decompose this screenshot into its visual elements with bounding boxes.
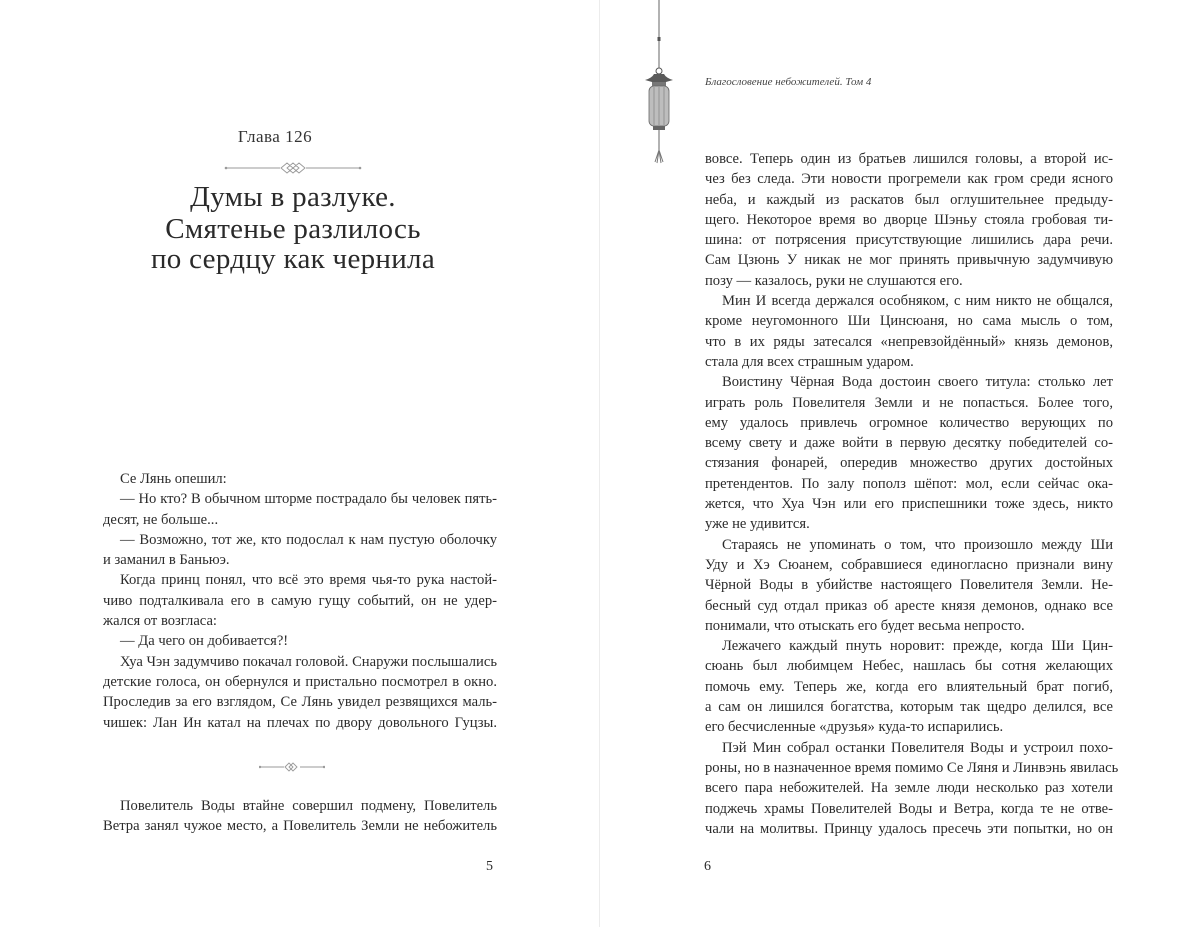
text-line: неба, и каждый из раскатов был оглушительнее предыду- — [705, 191, 1113, 208]
chapter-title-line: по сердцу как чернила — [150, 243, 435, 275]
paragraph — [103, 469, 497, 489]
text-line: Се Лянь опешил: — [120, 471, 227, 487]
chapter-title-line: Смятенье разлилось — [165, 213, 421, 245]
running-head: Благословение небожителей. Том 4 — [705, 76, 872, 88]
text-section-1 — [103, 469, 497, 733]
text-line: чиво подталкивала его в самую гущу событий, он не удер- — [103, 592, 497, 609]
text-line: детские голоса, он обернулся и пристально посмотрел в окно. — [103, 673, 497, 690]
page-number: 6 — [704, 859, 711, 874]
section-break-ornament-icon — [259, 762, 325, 772]
text-line: что в их ряды затесался «непревзойдённый» князь демонов, — [705, 333, 1113, 350]
text-line: стала для всех страшным ударом. — [705, 353, 914, 370]
text-line: — Да чего он добивается?! — [120, 633, 289, 650]
diamond-divider-ornament-icon — [224, 162, 362, 174]
hanging-lantern-icon — [642, 0, 676, 170]
paragraph — [103, 570, 497, 631]
text-line: помочь ему. Теперь же, когда его влиятельный брат погиб, — [705, 678, 1113, 695]
text-line: чишек: Лан Ин катал на плечах по двору довольного Гуцзы. — [103, 714, 497, 731]
text-line: а сам он лишился богатства, которым так щедро делился, все — [705, 699, 1113, 716]
text-line: понимали, что отыскать его будет весьма непросто. — [705, 617, 1025, 634]
text-line: жался от возгласа: — [103, 613, 217, 630]
page-number: 5 — [486, 859, 493, 874]
paragraph — [705, 535, 1113, 636]
paragraph — [103, 530, 497, 571]
paragraph — [705, 291, 1113, 372]
text-line: вовсе. Теперь один из братьев лишился головы, а второй ис- — [705, 151, 1113, 167]
paragraph — [103, 631, 497, 651]
text-line: Стараясь не упоминать о том, что произошло между Ши — [722, 536, 1113, 553]
text-line: Повелитель Воды втайне совершил подмену, Повелитель — [120, 798, 497, 814]
text-line: Уду и Хэ Сюанем, собравшиеся единогласно признали вину — [705, 556, 1113, 573]
text-line: Чёрной Воды в убийстве настоящего Повелителя Земли. Не- — [705, 577, 1113, 594]
text-line: стязания фонарей, опередив множество других достойных — [705, 455, 1113, 472]
text-line: сюань был любимцем Небес, нашлась бы сотня желающих — [705, 658, 1113, 675]
text-line: всему свету и даже войти в первую десятку победителей со- — [705, 435, 1113, 452]
paragraph — [705, 738, 1119, 839]
paragraph — [705, 372, 1113, 534]
text-line: поджечь храмы Повелителей Воды и Ветра, когда те не отве- — [705, 800, 1113, 817]
text-line: Пэй Мин собрал останки Повелителя Воды и устроил похо- — [722, 739, 1113, 756]
chapter-number: Глава 126 — [237, 127, 313, 146]
text-section-2 — [103, 796, 497, 837]
text-line: Проследив за его взглядом, Се Лянь увидел резвящихся маль- — [103, 694, 497, 711]
paragraph — [705, 636, 1113, 737]
paragraph — [103, 652, 497, 733]
paragraph — [705, 149, 1113, 291]
text-line: бесный суд отдал приказ об аресте князя демонов, однако все — [705, 597, 1113, 614]
text-line: Воистину Чёрная Вода достоин своего титула: столько лет — [722, 374, 1113, 391]
text-line: Сам Цзюнь У никак не мог принять привычную задумчивую — [705, 252, 1113, 269]
text-line: и заманил в Баньюэ. — [103, 552, 230, 569]
text-line: играть роль Повелителя Земли и не попасться. Более того, — [705, 394, 1113, 411]
text-line: десят, не больше... — [103, 511, 219, 528]
text-line: чез без следа. Эти новости прогремели как гром среди ясного — [705, 171, 1113, 188]
text-line: претендентов. По залу пополз шёпот: мол, если сейчас ока- — [705, 475, 1113, 492]
text-line: роны, но в назначенное время помимо Се Ляня и Линвэнь явилась — [705, 759, 1119, 776]
text-line: кроме неугомонного Ши Цинсюаня, но сама мысль о том, — [705, 313, 1113, 330]
text-body — [705, 149, 1119, 839]
text-line: позу — казалось, руки не слушаются его. — [705, 272, 963, 289]
text-line: жется, что Хуа Чэн или его приспешники тоже здесь, никто — [705, 496, 1113, 513]
paragraph — [103, 489, 497, 530]
text-line: ему удалось привлечь огромное количество верующих по — [705, 414, 1113, 431]
chapter-title-line: Думы в разлуке. — [190, 181, 396, 213]
chapter-title — [0, 183, 586, 273]
text-line: Хуа Чэн задумчиво покачал головой. Снаружи послышались — [120, 653, 497, 670]
text-line: всего пара небожителей. На земле люди несколько раз хотели — [705, 780, 1113, 797]
text-line: уже не удивится. — [705, 516, 810, 533]
text-line: его бесчисленные «друзья» куда-то испарились. — [705, 719, 1004, 736]
left-page — [0, 0, 599, 927]
text-line: шина: от потрясения присутствующие лишились дара речи. — [705, 232, 1113, 249]
paragraph — [103, 796, 497, 837]
text-line: Лежачего каждый пнуть норовит: прежде, когда Ши Цин- — [722, 638, 1113, 655]
text-line: — Но кто? В обычном шторме пострадало бы человек пять- — [120, 491, 497, 508]
text-line: Ветра занял чужое место, а Повелитель Земли не небожитель — [103, 818, 497, 835]
text-line: щего. Некоторое время во дворце Шэньу стояла гробовая ти- — [705, 211, 1113, 228]
text-line: Когда принц понял, что всё это время чья-то рука настой- — [120, 572, 497, 589]
text-line: Мин И всегда держался особняком, с ним никто не общался, — [722, 293, 1113, 310]
text-line: чали на молитвы. Принцу удалось пресечь эти попытки, но он — [705, 820, 1113, 837]
text-line: — Возможно, тот же, кто подослал к нам пустую оболочку — [120, 531, 497, 548]
right-page — [600, 0, 1199, 927]
